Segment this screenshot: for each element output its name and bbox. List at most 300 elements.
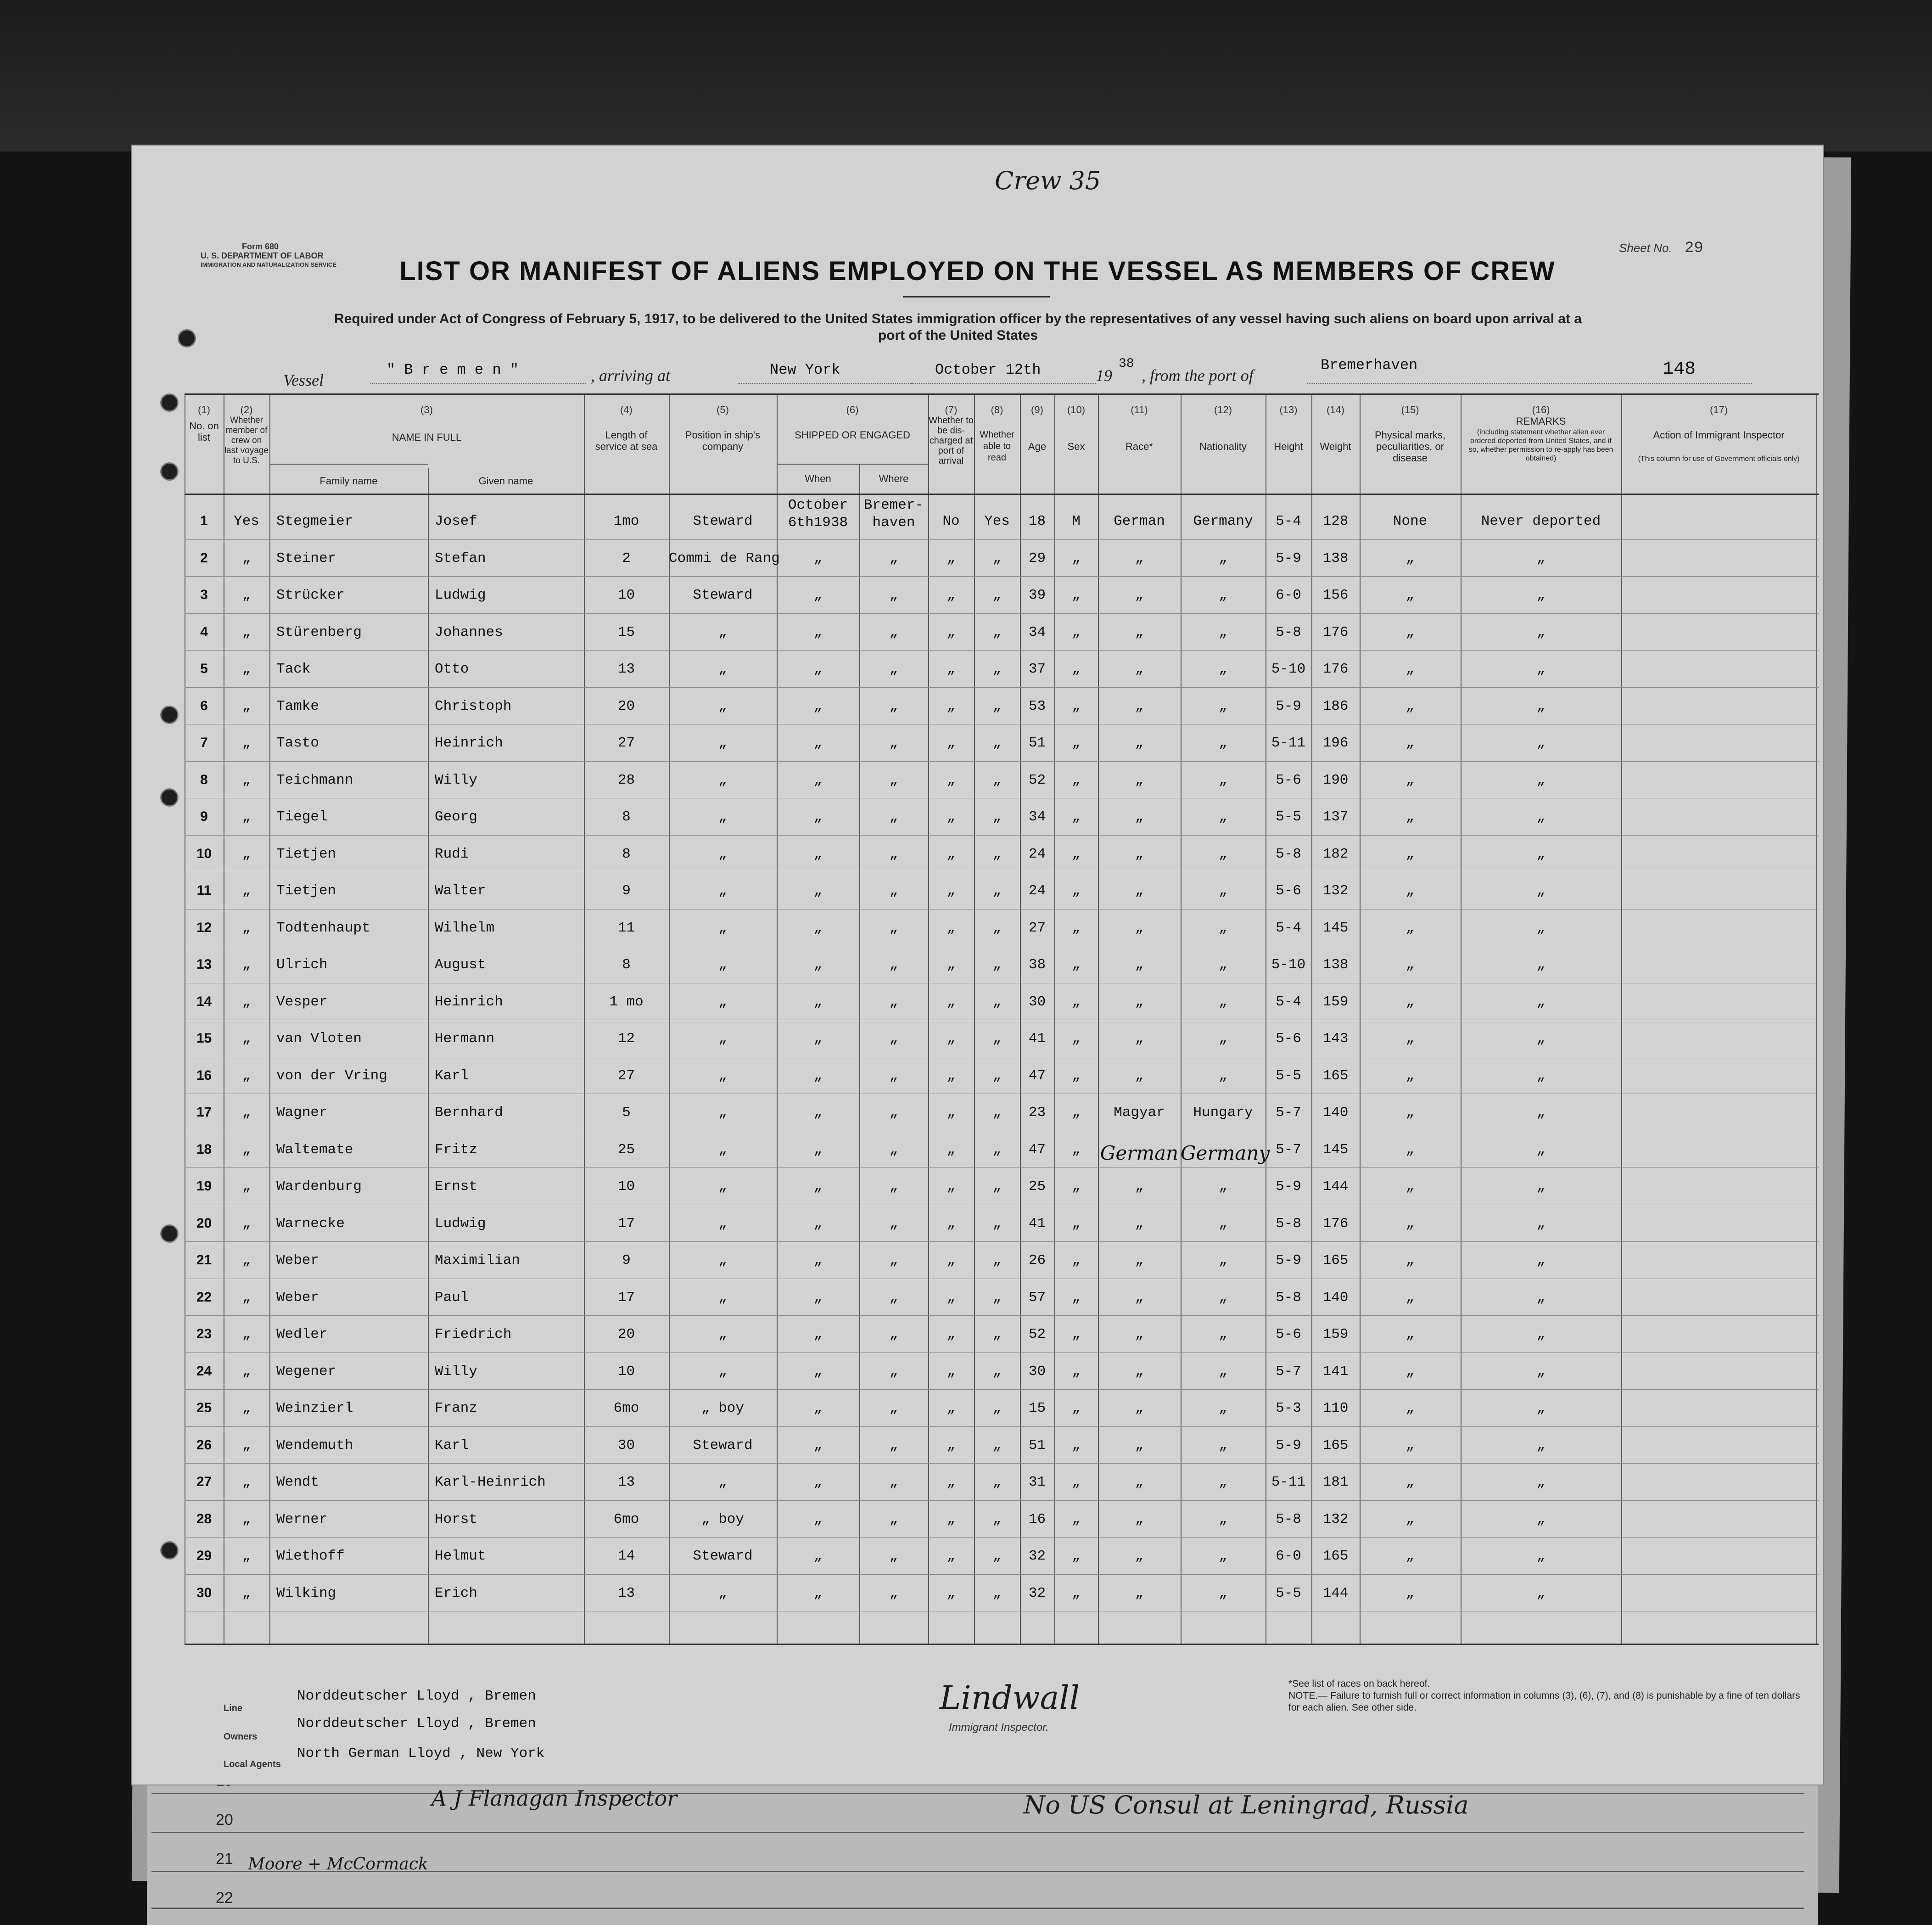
shipped-where: „ [889, 698, 898, 714]
race: „ [1135, 698, 1144, 714]
sex: „ [1072, 1105, 1081, 1121]
year-suffix: 38 [1119, 357, 1134, 371]
given-name: Hermann [435, 1031, 495, 1047]
given-name: Karl [435, 1437, 469, 1454]
remarks: „ [1536, 587, 1546, 603]
underlying-handwriting: Moore + McCormack [248, 1855, 428, 1874]
height: 5-8 [1276, 846, 1301, 862]
crew-last-voyage: „ [242, 1437, 251, 1454]
crew-last-voyage: „ [242, 624, 251, 640]
weight: 176 [1322, 661, 1349, 677]
family-name: Weinzierl [276, 1400, 353, 1416]
age: 57 [1028, 1289, 1046, 1306]
weight: 165 [1322, 1437, 1349, 1454]
remarks: „ [1536, 1179, 1546, 1195]
penalty-note: NOTE.— Failure to furnish full or correct information in columns (3), (6), (7), and (8) is punishable by a fine of ten dollars for each alien. See other side. [1288, 1690, 1800, 1713]
header-remarks-sub: (including statement whether alien ever ordered deported from United States, and if so, whether permission to re-apply has been obtained) [1468, 428, 1613, 462]
header-action-sub: (This column for use of Government officials only) [1638, 455, 1800, 463]
nationality: „ [1219, 698, 1227, 714]
col-rule [1098, 395, 1099, 1644]
crew-last-voyage: „ [242, 1215, 251, 1232]
nationality: „ [1219, 661, 1227, 677]
col-rule [1054, 395, 1055, 1644]
side-number: 148 [1663, 359, 1696, 380]
given-name: Walter [435, 883, 486, 899]
age: 47 [1028, 1067, 1046, 1084]
race: German [1100, 1141, 1179, 1164]
header-discharged: Whether to be dis-charged at port of arrival [929, 415, 974, 466]
race: „ [1135, 957, 1144, 973]
sex: „ [1072, 1031, 1081, 1047]
row-number: 25 [196, 1400, 212, 1415]
age: 18 [1028, 513, 1046, 529]
remarks: Never deported [1481, 513, 1601, 529]
given-name: Ludwig [435, 587, 486, 603]
length-of-service: 30 [617, 1437, 635, 1454]
nationality: „ [1219, 1326, 1227, 1342]
race: „ [1135, 1179, 1144, 1195]
age: 27 [1028, 920, 1046, 936]
col-number: (12) [1214, 404, 1232, 415]
page-subtitle [269, 311, 1646, 344]
given-name: Heinrich [435, 735, 503, 751]
remarks: „ [1536, 1067, 1546, 1084]
able-to-read: „ [992, 1215, 1002, 1232]
crew-last-voyage: „ [242, 883, 251, 899]
length-of-service: 1 mo [609, 993, 644, 1010]
discharged: „ [946, 1105, 956, 1121]
col-number: (7) [945, 404, 958, 415]
nationality: „ [1219, 1511, 1227, 1527]
underlying-row-number: 21 [216, 1850, 233, 1868]
punch-hole [160, 1541, 179, 1560]
shipped-where: „ [889, 920, 898, 936]
nationality: „ [1219, 1474, 1227, 1490]
ship-position: Steward [693, 513, 753, 529]
shipped-when: „ [813, 1067, 823, 1084]
weight: 165 [1322, 1067, 1349, 1084]
remarks: „ [1536, 772, 1546, 788]
shipped-where: „ [889, 1363, 898, 1380]
sex: „ [1072, 1585, 1081, 1601]
physical-marks: „ [1406, 661, 1415, 677]
able-to-read: „ [992, 1252, 1002, 1268]
col-rule [1181, 395, 1182, 1644]
length-of-service: 8 [622, 809, 631, 825]
manifest-table [185, 393, 1819, 1645]
sex: „ [1072, 1400, 1081, 1416]
sex: „ [1072, 735, 1081, 751]
weight: 140 [1322, 1289, 1349, 1306]
physical-marks: „ [1406, 772, 1415, 788]
port-underline [1307, 383, 1752, 384]
crew-last-voyage: „ [242, 1511, 251, 1527]
given-name: Helmut [435, 1548, 486, 1564]
physical-marks: „ [1406, 1548, 1415, 1564]
ship-position: „ [718, 1326, 727, 1342]
nationality: „ [1219, 1031, 1227, 1047]
sex: M [1072, 513, 1081, 529]
remarks: „ [1536, 1400, 1546, 1416]
physical-marks: „ [1406, 1511, 1415, 1527]
age: 41 [1028, 1215, 1046, 1232]
able-to-read: „ [992, 957, 1002, 973]
age: 32 [1028, 1548, 1046, 1564]
sex: „ [1072, 1474, 1081, 1490]
shipped-where: „ [889, 1031, 898, 1047]
remarks: „ [1536, 1548, 1546, 1564]
crew-last-voyage: „ [242, 1400, 251, 1416]
nationality: „ [1219, 550, 1227, 567]
physical-marks: „ [1406, 1105, 1415, 1121]
row-number: 12 [196, 920, 212, 935]
able-to-read: „ [992, 883, 1002, 899]
nationality: Hungary [1193, 1105, 1253, 1121]
weight: 181 [1322, 1474, 1349, 1490]
ship-position: „ [718, 846, 727, 862]
discharged: „ [946, 1585, 956, 1601]
col-number: (17) [1709, 404, 1728, 415]
age: 41 [1028, 1031, 1046, 1047]
physical-marks: „ [1406, 1585, 1415, 1601]
discharged: „ [946, 1031, 956, 1047]
nationality: „ [1219, 1400, 1227, 1416]
able-to-read: „ [992, 920, 1002, 936]
age: 47 [1028, 1141, 1046, 1158]
nationality: „ [1219, 809, 1227, 825]
row-number: 23 [196, 1326, 212, 1341]
able-to-read: „ [992, 993, 1002, 1010]
family-name: Tack [276, 661, 311, 677]
shipped-where: „ [889, 1179, 898, 1195]
shipped-where: „ [889, 1067, 898, 1084]
crew-last-voyage: „ [242, 661, 251, 677]
family-name: Tiegel [276, 809, 328, 825]
length-of-service: 10 [617, 587, 635, 603]
remarks: „ [1536, 661, 1546, 677]
weight: 138 [1322, 550, 1349, 567]
row-number: 26 [196, 1437, 212, 1453]
family-name: van Vloten [276, 1031, 362, 1047]
able-to-read: „ [992, 1585, 1002, 1601]
row-rule [185, 1315, 1819, 1316]
able-to-read: „ [992, 624, 1002, 640]
weight: 137 [1322, 809, 1349, 825]
sex: „ [1072, 1548, 1081, 1564]
sex: „ [1072, 698, 1081, 714]
discharged: „ [946, 772, 956, 788]
shipped-when: „ [813, 846, 823, 862]
row-number: 8 [200, 772, 208, 787]
discharged: „ [946, 920, 956, 936]
crew-last-voyage: „ [242, 993, 251, 1010]
race: „ [1135, 772, 1144, 788]
family-name: Wilking [276, 1585, 336, 1601]
sex: „ [1072, 772, 1081, 788]
length-of-service: 9 [622, 1252, 631, 1268]
discharged: „ [946, 1215, 956, 1232]
length-of-service: 17 [617, 1215, 635, 1232]
date-underline [912, 383, 1096, 384]
discharged: „ [946, 1141, 956, 1158]
height: 5-4 [1276, 920, 1301, 936]
header-shipped: SHIPPED OR ENGAGED [795, 429, 910, 441]
arriving-label: , arriving at [591, 366, 671, 385]
length-of-service: 2 [622, 550, 631, 567]
row-rule [185, 1389, 1819, 1390]
given-name: Franz [435, 1400, 478, 1416]
sheet-number [1619, 240, 1703, 257]
col-number: (13) [1279, 404, 1298, 415]
crew-last-voyage: „ [242, 1548, 251, 1564]
age: 30 [1028, 993, 1046, 1010]
col-number: (11) [1131, 404, 1148, 415]
discharged: „ [946, 1437, 956, 1454]
family-name: Teichmann [276, 772, 353, 788]
weight: 128 [1322, 513, 1349, 529]
length-of-service: 9 [622, 883, 631, 899]
height: 5-9 [1276, 1437, 1301, 1454]
shipped-when: „ [813, 993, 823, 1010]
discharged: „ [946, 1363, 956, 1380]
ship-position: „ [718, 1031, 727, 1047]
shipped-when: „ [813, 1289, 823, 1306]
crew-last-voyage: „ [242, 920, 251, 936]
col-rule [928, 395, 929, 1644]
remarks: „ [1536, 698, 1546, 714]
row-number: 14 [196, 993, 212, 1009]
crew-last-voyage: „ [242, 1067, 251, 1084]
crew-last-voyage: „ [242, 550, 251, 567]
row-rule [185, 1426, 1819, 1427]
shipped-where: „ [889, 883, 898, 899]
nationality: „ [1219, 1289, 1227, 1306]
underlying-handwriting: A J Flanagan Inspector [431, 1786, 678, 1811]
family-name: Wendemuth [276, 1437, 353, 1454]
shipped-where: „ [889, 587, 898, 603]
remarks: „ [1536, 735, 1546, 751]
remarks: „ [1536, 1215, 1546, 1232]
age: 32 [1028, 1585, 1046, 1601]
height: 5-7 [1276, 1141, 1301, 1158]
row-number: 19 [196, 1179, 212, 1194]
row-number: 11 [196, 883, 212, 898]
col-number: (15) [1401, 404, 1419, 415]
able-to-read: „ [992, 809, 1002, 825]
discharged: „ [946, 883, 956, 899]
ship-position: Steward [693, 1548, 753, 1564]
given-name: August [435, 957, 486, 973]
remarks: „ [1536, 1474, 1546, 1490]
row-rule [185, 613, 1819, 614]
discharged: No [942, 513, 960, 529]
race: „ [1135, 1215, 1144, 1232]
able-to-read: „ [992, 1105, 1002, 1121]
shipped-where: „ [889, 1437, 898, 1454]
header-able-read: Whether able to read [980, 430, 1014, 463]
physical-marks: „ [1406, 1363, 1415, 1380]
shipped-when: „ [813, 883, 823, 899]
remarks: „ [1536, 1326, 1546, 1342]
weight: 156 [1322, 587, 1349, 603]
weight: 176 [1322, 624, 1349, 640]
scan-background [0, 0, 1932, 152]
physical-marks: „ [1406, 883, 1415, 899]
col-number: (3) [420, 404, 433, 415]
crew-annotation: Crew 35 [995, 166, 1101, 195]
shipped-where: „ [889, 550, 898, 567]
age: 15 [1028, 1400, 1046, 1416]
header-age: Age [1028, 441, 1047, 452]
able-to-read: „ [992, 1179, 1002, 1195]
owners-value: Norddeutscher Lloyd , Bremen [297, 1716, 536, 1732]
height: 5-9 [1276, 550, 1301, 567]
shipped-when: „ [813, 587, 823, 603]
shipped-when: „ [813, 1363, 823, 1380]
discharged: „ [946, 1252, 956, 1268]
weight: 132 [1322, 1511, 1349, 1527]
punch-hole [160, 462, 179, 481]
row-number: 21 [196, 1252, 212, 1268]
shipped-when: October 6th1938 [788, 497, 848, 531]
ship-position: „ [718, 661, 727, 677]
service-name: IMMIGRATION AND NATURALIZATION SERVICE [201, 261, 337, 268]
punch-hole [160, 1224, 179, 1243]
discharged: „ [946, 624, 956, 640]
height: 5-7 [1276, 1105, 1301, 1121]
length-of-service: 25 [617, 1141, 635, 1158]
punch-hole [178, 329, 196, 348]
given-name: Wilhelm [435, 920, 495, 936]
nationality: „ [1219, 624, 1227, 640]
able-to-read: „ [992, 1141, 1002, 1158]
race: „ [1135, 1400, 1144, 1416]
ship-position: „ [718, 1105, 727, 1121]
given-name: Karl [435, 1067, 469, 1084]
shipped-where: „ [889, 1474, 898, 1490]
race: „ [1135, 883, 1144, 899]
race: „ [1135, 624, 1144, 640]
crew-last-voyage: Yes [234, 513, 259, 529]
sex: „ [1072, 957, 1081, 973]
physical-marks: „ [1406, 698, 1415, 714]
family-name: Strücker [276, 587, 345, 603]
height: 5-10 [1271, 661, 1306, 677]
age: 34 [1028, 809, 1046, 825]
given-name: Heinrich [435, 993, 503, 1010]
col-number: (2) [240, 404, 253, 415]
header-race: Race* [1126, 441, 1153, 452]
shipped-when: „ [813, 1437, 823, 1454]
family-name: Wendt [276, 1474, 319, 1490]
height: 5-6 [1276, 1326, 1301, 1342]
col-rule [1461, 395, 1462, 1644]
punch-hole [160, 788, 179, 807]
vessel-underline [370, 383, 586, 384]
race: Magyar [1114, 1105, 1165, 1121]
line-label: Line [224, 1703, 243, 1713]
shipped-where: „ [889, 846, 898, 862]
header-family-name: Family name [319, 475, 378, 487]
shipped-where: „ [889, 1105, 898, 1121]
length-of-service: 6mo [613, 1511, 639, 1527]
header-bottom-rule [185, 494, 1819, 495]
shipped-when: „ [813, 698, 823, 714]
remarks: „ [1536, 920, 1546, 936]
manifest-sheet [131, 145, 1824, 1785]
crew-last-voyage: „ [242, 1326, 251, 1342]
race: „ [1135, 1474, 1144, 1490]
ship-position: „ [718, 624, 727, 640]
row-number: 27 [196, 1474, 212, 1489]
able-to-read: „ [992, 1548, 1002, 1564]
col-rule [269, 395, 270, 1644]
crew-last-voyage: „ [242, 587, 251, 603]
age: 51 [1028, 1437, 1046, 1454]
col-rule [1020, 395, 1021, 1644]
weight: 176 [1322, 1215, 1349, 1232]
race: „ [1135, 587, 1144, 603]
given-name: Ernst [435, 1179, 478, 1195]
height: 5-9 [1276, 1179, 1301, 1195]
nationality: „ [1219, 587, 1227, 603]
sex: „ [1072, 1437, 1081, 1454]
row-rule [185, 761, 1819, 762]
ship-position: „ [718, 1289, 727, 1306]
line-value: Norddeutscher Lloyd , Bremen [297, 1688, 536, 1704]
length-of-service: 6mo [613, 1400, 639, 1416]
arriving-underline [738, 383, 912, 384]
ship-position: „ [718, 1067, 727, 1084]
ship-position: „ [718, 1179, 727, 1195]
ship-position: „ [718, 735, 727, 751]
height: 5-8 [1276, 1215, 1301, 1232]
row-number: 5 [200, 661, 208, 676]
height: 6-0 [1276, 1548, 1301, 1564]
ship-position: „ [718, 883, 727, 899]
underlying-row-line [151, 1832, 1804, 1833]
family-name: Ulrich [276, 957, 328, 973]
remarks: „ [1536, 993, 1546, 1010]
discharged: „ [946, 1474, 956, 1490]
arrival-date: October 12th [935, 361, 1041, 378]
shipped-when: „ [813, 772, 823, 788]
header-given-name: Given name [478, 475, 533, 487]
age: 37 [1028, 661, 1046, 677]
family-name: Wedler [276, 1326, 328, 1342]
shipped-where: „ [889, 1289, 898, 1306]
crew-last-voyage: „ [242, 1363, 251, 1380]
discharged: „ [946, 587, 956, 603]
col-rule [1621, 395, 1622, 1644]
row-number: 18 [196, 1141, 212, 1157]
col-rule [859, 464, 860, 1644]
sex: „ [1072, 1067, 1081, 1084]
header-height: Height [1274, 441, 1303, 452]
nationality: „ [1219, 772, 1227, 788]
header-when: When [805, 473, 831, 484]
crew-last-voyage: „ [242, 1105, 251, 1121]
height: 5-6 [1276, 772, 1301, 788]
shipped-when: „ [813, 1548, 823, 1564]
remarks: „ [1536, 883, 1546, 899]
remarks: „ [1536, 1437, 1546, 1454]
family-name: Todtenhaupt [276, 920, 370, 936]
discharged: „ [946, 1326, 956, 1342]
discharged: „ [946, 1179, 956, 1195]
underlying-row-number: 20 [216, 1811, 233, 1829]
discharged: „ [946, 1511, 956, 1527]
